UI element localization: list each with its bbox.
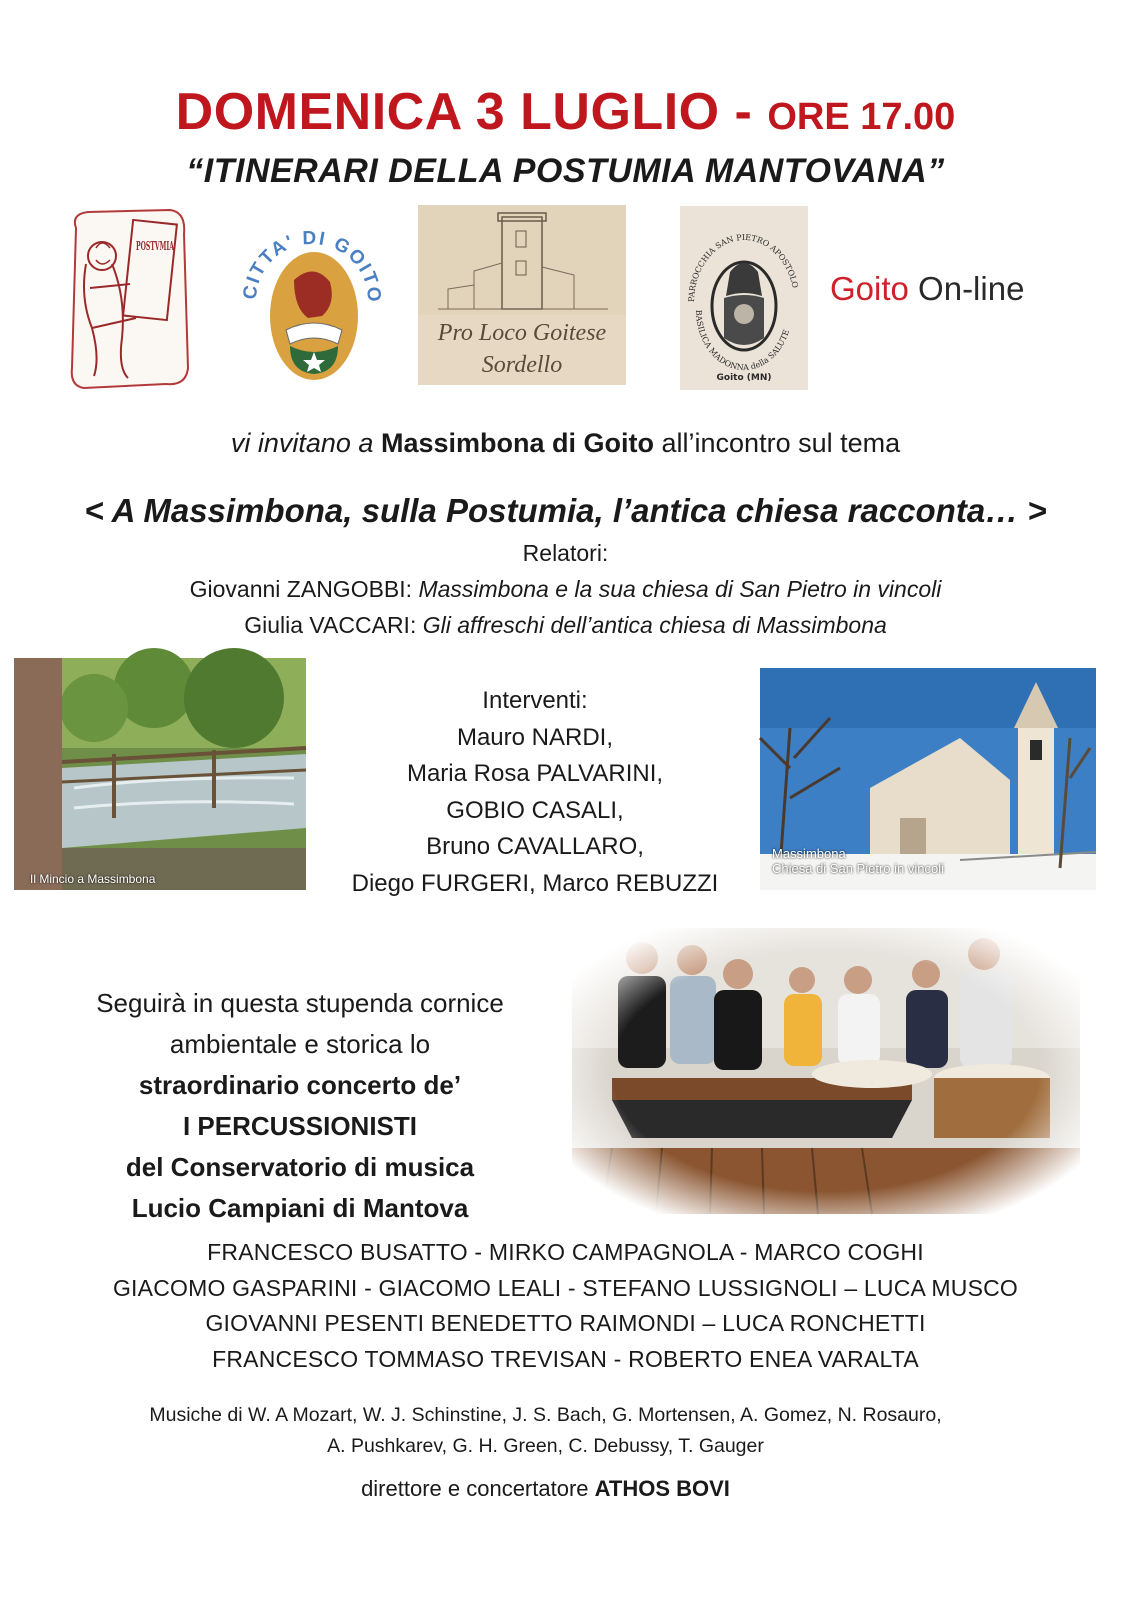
invite-suffix: all’incontro sul tema	[661, 428, 901, 458]
intervento-4: Bruno CAVALLARO,	[426, 833, 644, 860]
interventi-label: Interventi:	[482, 687, 588, 714]
online-part2: On-line	[918, 270, 1025, 307]
composers-block	[0, 1400, 1111, 1462]
interventi-block	[330, 683, 740, 902]
church-caption: Massimbona Chiesa di San Pietro in vincoli	[772, 846, 944, 876]
invite-line	[0, 428, 1131, 459]
pro-loco-logo	[418, 205, 626, 385]
river-photo	[14, 658, 306, 890]
event-date: DOMENICA 3 LUGLIO	[175, 83, 720, 141]
invite-place: Massimbona di Goito	[380, 428, 654, 458]
concert-line4: I PERCUSSIONISTI	[182, 1111, 418, 1141]
pro-loco-line2: Sordello	[481, 352, 563, 378]
intervento-1: Mauro NARDI,	[456, 723, 614, 751]
concert-line2: ambientale e storica lo	[169, 1029, 431, 1059]
musicians-line-1: FRANCESCO BUSATTO - MIRKO CAMPAGNOLA - MARCO COGHI	[207, 1239, 924, 1265]
relatori-label: Relatori:	[522, 540, 609, 566]
director-line	[0, 1476, 1111, 1502]
intervento-5: Diego FURGERI, Marco REBUZZI	[351, 869, 719, 897]
postumia-logo-text-1: POSTVMIA	[136, 239, 175, 253]
percussion-group-photo	[572, 928, 1080, 1214]
meeting-theme: < A Massimbona, sulla Postumia, l’antica chiesa racconta… >	[84, 492, 1047, 529]
concert-line5: del Conservatorio di musica	[125, 1152, 475, 1182]
goito-logo-text: CITTA' DI GOITO	[239, 227, 385, 305]
church-photo	[760, 668, 1096, 890]
concert-line1: Seguirà in questa stupenda cornice	[96, 988, 504, 1018]
title-separator: -	[719, 83, 768, 141]
composers-line-2: A. Pushkarev, G. H. Green, C. Debussy, T. Gauger	[327, 1435, 764, 1457]
musicians-line-2: GIACOMO GASPARINI - GIACOMO LEALI - STEFANO LUSSIGNOLI – LUCA MUSCO	[112, 1274, 1019, 1301]
relatore-row-2: Giulia VACCARI: Gli affreschi dell’antica chiesa di Massimbona	[244, 612, 887, 638]
pro-loco-line1: Pro Loco Goitese	[437, 320, 607, 346]
invite-prefix: vi invitano a	[230, 428, 374, 458]
event-subtitle: “ITINERARI DELLA POSTUMIA MANTOVANA”	[186, 152, 945, 190]
parish-bottom-text: BASILICA MADONNA della SALUTE	[693, 309, 792, 373]
event-date-title	[0, 82, 1131, 142]
concert-line3: straordinario concerto de’	[138, 1070, 462, 1100]
river-caption: Il Mincio a Massimbona	[30, 872, 156, 886]
parish-top-text: PARROCCHIA SAN PIETRO APOSTOLO	[686, 232, 800, 303]
goito-crest-logo	[238, 212, 386, 384]
musicians-list	[0, 1235, 1131, 1377]
parish-place: Goito (MN)	[716, 373, 772, 383]
online-part1: Goito	[830, 270, 909, 307]
postumia-figure-logo	[66, 208, 190, 390]
concert-block	[20, 983, 580, 1229]
intervento-3: GOBIO CASALI,	[446, 796, 624, 824]
composers-line-1: Musiche di W. A Mozart, W. J. Schinstine, J. S. Bach, G. Mortensen, A. Gomez, N. Rosauro,	[149, 1404, 942, 1426]
director-prefix: direttore e concertatore	[361, 1476, 589, 1501]
event-time: ORE 17.00	[767, 96, 956, 138]
musicians-line-4: FRANCESCO TOMMASO TREVISAN - ROBERTO ENEA VARALTA	[212, 1345, 919, 1372]
relatori-block	[0, 535, 1131, 643]
musicians-line-3: GIOVANNI PESENTI BENEDETTO RAIMONDI – LUCA RONCHETTI	[205, 1310, 926, 1336]
concert-line6: Lucio Campiani di Mantova	[131, 1193, 469, 1223]
intervento-2: Maria Rosa PALVARINI,	[406, 760, 664, 787]
tower-sketch-icon	[418, 205, 626, 315]
parish-seal-logo	[680, 206, 808, 390]
director-name: ATHOS BOVI	[594, 1476, 730, 1501]
relatore-row-1: Giovanni ZANGOBBI: Massimbona e la sua chiesa di San Pietro in vincoli	[189, 576, 942, 602]
goito-online-logo	[830, 270, 1024, 308]
